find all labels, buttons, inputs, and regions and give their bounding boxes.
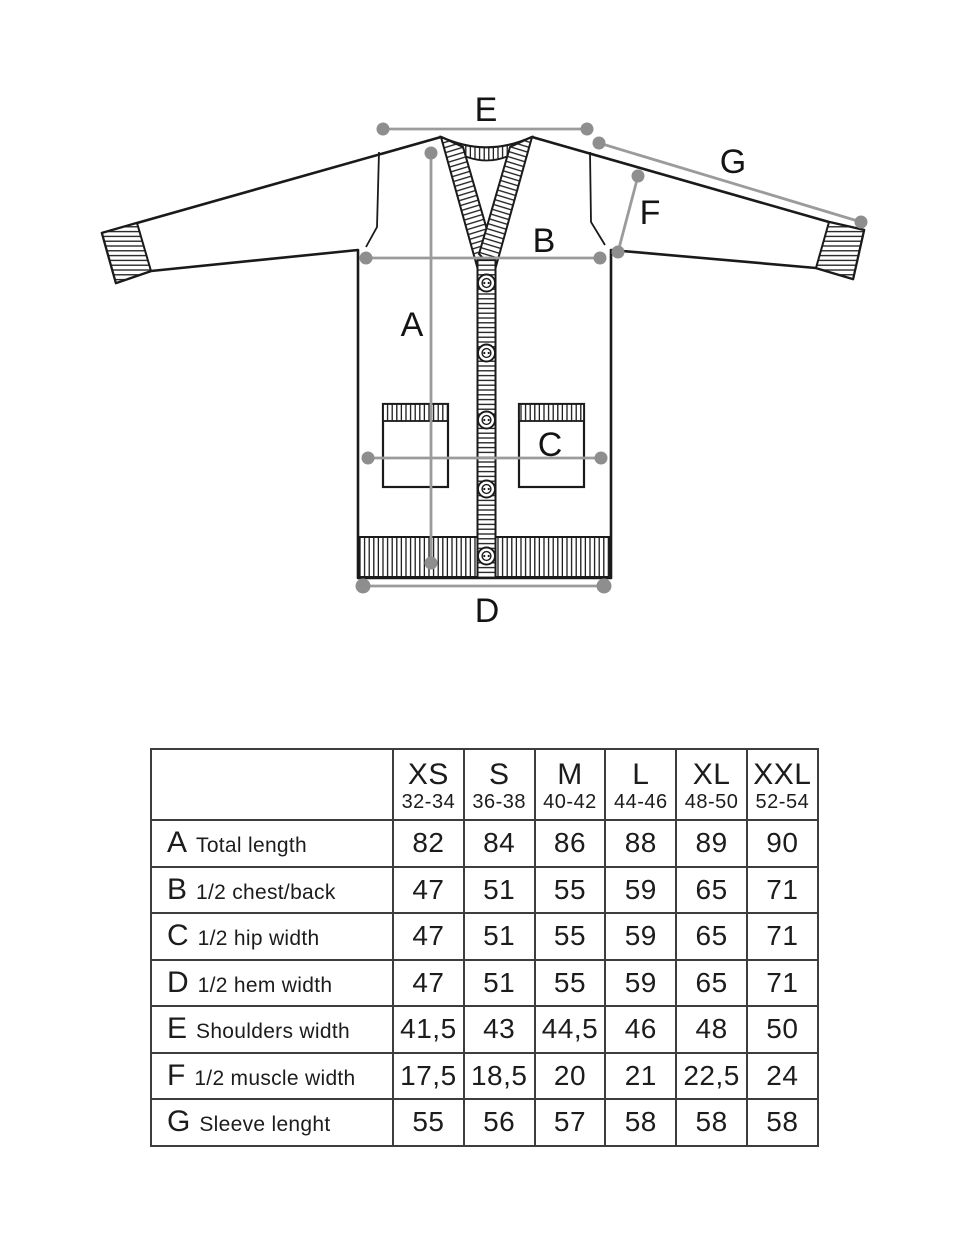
measure-letter: A xyxy=(167,826,188,860)
button-icon xyxy=(478,345,495,362)
measure-letter: B xyxy=(167,872,188,906)
measure-label-cell xyxy=(151,1006,393,1053)
measure-value: 20 xyxy=(535,1053,606,1100)
endpoint-dot xyxy=(360,252,373,265)
table-row-g xyxy=(151,1099,818,1146)
measure-value: 86 xyxy=(535,820,606,867)
measure-value: 51 xyxy=(464,960,535,1007)
endpoint-dot xyxy=(855,216,868,229)
button-icon xyxy=(478,412,495,429)
measure-letter: G xyxy=(167,1105,191,1139)
measure-value: 44,5 xyxy=(535,1006,606,1053)
endpoint-dot xyxy=(377,123,390,136)
measure-value: 55 xyxy=(393,1099,464,1146)
measure-value: 88 xyxy=(605,820,676,867)
measure-label-cell xyxy=(151,960,393,1007)
size-column-header-l xyxy=(605,749,676,820)
measure-label-cell xyxy=(151,820,393,867)
measure-label-cell xyxy=(151,913,393,960)
size-column-header-s xyxy=(464,749,535,820)
size-name: XL xyxy=(692,757,731,791)
measure-value: 58 xyxy=(676,1099,747,1146)
table-row-f xyxy=(151,1053,818,1100)
measure-value: 43 xyxy=(464,1006,535,1053)
left-pocket xyxy=(383,404,448,487)
measure-description: 1/2 muscle width xyxy=(194,1066,356,1090)
button-icon xyxy=(478,275,495,292)
measure-description: 1/2 hem width xyxy=(197,973,333,997)
endpoint-dot xyxy=(593,137,606,150)
size-range: 48-50 xyxy=(684,790,739,813)
measure-value: 21 xyxy=(605,1053,676,1100)
size-column-header-xxl xyxy=(747,749,818,820)
measure-value: 89 xyxy=(676,820,747,867)
marker-label-E: E xyxy=(474,91,498,129)
measure-label-cell xyxy=(151,1053,393,1100)
measure-letter: E xyxy=(167,1012,188,1046)
measure-value: 59 xyxy=(605,960,676,1007)
endpoint-dot xyxy=(362,452,375,465)
table-corner-cell xyxy=(151,749,393,820)
marker-label-C: C xyxy=(537,426,563,464)
measure-letter: C xyxy=(167,919,189,953)
marker-label-D: D xyxy=(474,592,500,630)
size-range: 36-38 xyxy=(472,790,527,813)
measure-value: 71 xyxy=(747,960,818,1007)
measure-description: 1/2 hip width xyxy=(197,927,320,951)
measure-value: 71 xyxy=(747,867,818,914)
measure-value: 17,5 xyxy=(393,1053,464,1100)
size-range: 52-54 xyxy=(755,790,810,813)
size-name: XXL xyxy=(753,757,812,791)
measure-value: 58 xyxy=(747,1099,818,1146)
measure-value: 65 xyxy=(676,867,747,914)
endpoint-dot xyxy=(594,252,607,265)
endpoint-dot xyxy=(425,147,438,160)
endpoint-dot xyxy=(612,246,625,259)
measure-description: 1/2 chest/back xyxy=(196,880,336,904)
measure-label-cell xyxy=(151,867,393,914)
size-name: XS xyxy=(407,757,449,791)
measure-value: 48 xyxy=(676,1006,747,1053)
measure-value: 71 xyxy=(747,913,818,960)
measure-value: 24 xyxy=(747,1053,818,1100)
measure-value: 18,5 xyxy=(464,1053,535,1100)
size-table xyxy=(150,748,819,1147)
measure-value: 56 xyxy=(464,1099,535,1146)
size-range: 44-46 xyxy=(613,790,668,813)
size-range: 32-34 xyxy=(401,790,456,813)
table-row-d xyxy=(151,960,818,1007)
measure-value: 59 xyxy=(605,867,676,914)
measure-value: 46 xyxy=(605,1006,676,1053)
size-name: L xyxy=(632,757,650,791)
endpoint-dot xyxy=(581,123,594,136)
measure-value: 59 xyxy=(605,913,676,960)
measure-value: 90 xyxy=(747,820,818,867)
measure-value: 47 xyxy=(393,960,464,1007)
size-column-header-xs xyxy=(393,749,464,820)
endpoint-dot xyxy=(597,579,612,594)
measure-value: 41,5 xyxy=(393,1006,464,1053)
measure-value: 47 xyxy=(393,913,464,960)
measure-value: 58 xyxy=(605,1099,676,1146)
measure-value: 47 xyxy=(393,867,464,914)
table-row-c xyxy=(151,913,818,960)
table-row-a xyxy=(151,820,818,867)
table-header-row xyxy=(151,749,818,820)
size-name: M xyxy=(557,757,583,791)
endpoint-dot xyxy=(356,579,371,594)
measure-description: Sleeve lenght xyxy=(199,1113,331,1137)
button-icon xyxy=(478,548,495,565)
size-range: 40-42 xyxy=(543,790,597,813)
measure-value: 55 xyxy=(535,867,606,914)
size-name: S xyxy=(488,757,510,791)
endpoint-dot xyxy=(595,452,608,465)
table-row-e xyxy=(151,1006,818,1053)
size-column-header-xl xyxy=(676,749,747,820)
size-column-header-m xyxy=(535,749,606,820)
marker-label-G: G xyxy=(719,143,747,181)
measure-description: Shoulders width xyxy=(196,1020,350,1044)
measure-value: 22,5 xyxy=(676,1053,747,1100)
measure-value: 65 xyxy=(676,913,747,960)
measure-value: 65 xyxy=(676,960,747,1007)
measure-value: 55 xyxy=(535,960,606,1007)
measure-value: 55 xyxy=(535,913,606,960)
measure-label-cell xyxy=(151,1099,393,1146)
measure-value: 50 xyxy=(747,1006,818,1053)
table-row-b xyxy=(151,867,818,914)
measure-value: 51 xyxy=(464,913,535,960)
measure-value: 84 xyxy=(464,820,535,867)
measure-value: 51 xyxy=(464,867,535,914)
endpoint-dot xyxy=(425,557,438,570)
marker-label-F: F xyxy=(639,194,661,232)
measure-description: Total length xyxy=(196,834,308,858)
marker-label-A: A xyxy=(400,306,424,344)
measure-value: 82 xyxy=(393,820,464,867)
marker-label-B: B xyxy=(532,222,556,260)
measure-letter: D xyxy=(167,965,189,999)
measure-letter: F xyxy=(167,1058,186,1092)
button-icon xyxy=(478,481,495,498)
endpoint-dot xyxy=(632,170,645,183)
measure-value: 57 xyxy=(535,1099,606,1146)
